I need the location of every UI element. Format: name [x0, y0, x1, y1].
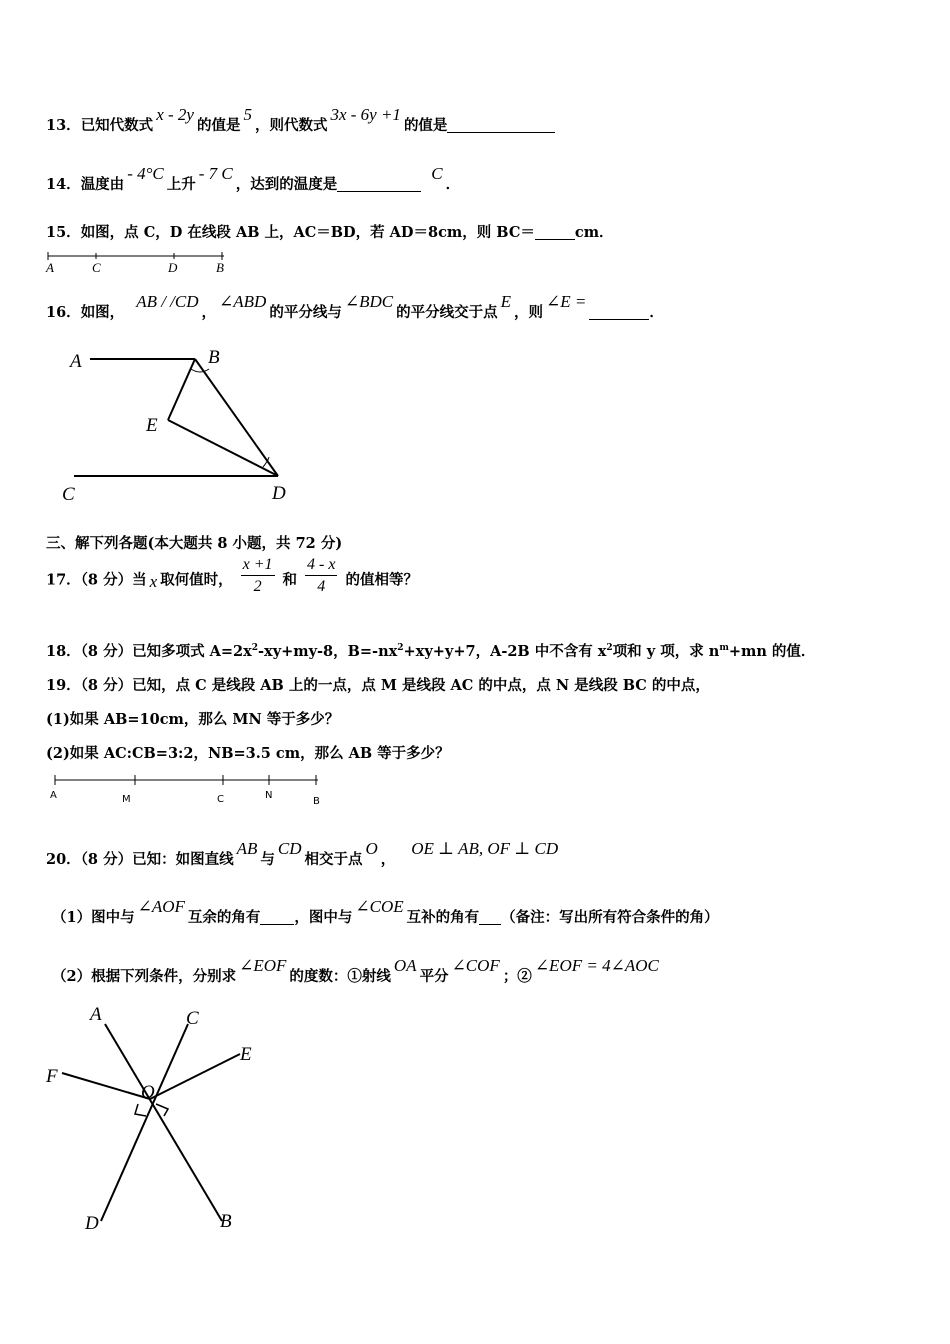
q16-math: AB / /CD — [136, 292, 199, 311]
q15-segment-figure — [44, 250, 234, 276]
q20-text: 互补的角有 — [406, 909, 480, 926]
superscript: 2 — [397, 643, 404, 654]
q14-math: - 4°C — [127, 164, 164, 183]
q20-text: 平分 — [419, 968, 449, 985]
q13-text: ，则代数式 — [254, 117, 328, 134]
q20-text: ，图中与 — [294, 909, 353, 926]
q20-math: ∠COE — [355, 897, 404, 916]
point-label: O — [141, 1082, 155, 1103]
q16-text: 如图， — [80, 304, 125, 321]
q16-text: ，则 — [513, 304, 543, 321]
q19-segment-figure — [48, 774, 328, 806]
q20-part2 — [52, 956, 662, 986]
question-16 — [46, 292, 664, 322]
q20-text: （1）图中与 — [52, 909, 135, 926]
point-label: D — [85, 1213, 99, 1234]
point-label: F — [46, 1066, 58, 1087]
q13-number: 13． — [46, 117, 81, 134]
q20-math: ∠COF — [451, 956, 500, 975]
q16-text: ． — [649, 304, 664, 321]
section-heading: 三、解下列各题(本大题共 8 小题，共 72 分) — [46, 535, 343, 552]
answer-blank[interactable] — [589, 305, 649, 321]
q17-text: 的值相等？ — [345, 571, 418, 589]
point-label: B — [220, 1211, 232, 1232]
q15-text: 如图，点 C，D 在线段 AB 上，AC＝BD，若 AD＝8cm，则 BC＝ — [80, 224, 535, 241]
point-label: B — [216, 260, 224, 275]
q17-number: 17． — [46, 571, 81, 589]
q16-parallel-figure — [60, 345, 300, 505]
superscript: m — [719, 643, 729, 654]
q18-number: 18． — [46, 643, 81, 660]
score-label: （8 分） — [80, 571, 133, 589]
answer-blank[interactable] — [337, 177, 421, 193]
point-label: A — [90, 1004, 102, 1025]
q13-text: 的值是 — [403, 117, 448, 134]
superscript: 2 — [251, 643, 259, 654]
q20-math: OA — [393, 956, 417, 975]
q20-math: AB — [236, 839, 258, 858]
point-label: D — [272, 483, 286, 504]
point-label: N — [265, 790, 273, 801]
answer-blank[interactable] — [447, 118, 555, 134]
q16-math: ∠E = — [545, 292, 587, 311]
question-14 — [46, 164, 461, 194]
q15-number: 15． — [46, 224, 81, 241]
q20-text: ， — [380, 851, 396, 868]
point-label: D — [168, 260, 178, 275]
point-label: E — [240, 1044, 252, 1065]
q20-number: 20． — [46, 851, 81, 868]
q20-text: ；② — [502, 968, 532, 985]
q20-text: 相交于点 — [304, 851, 363, 868]
q15-unit: cm． — [574, 224, 614, 241]
fraction: $\frac{4 - x}{4}$ — [307, 556, 336, 595]
q16-math: ∠BDC — [344, 292, 394, 311]
q18-text: 已知多项式 A=2x — [132, 643, 252, 660]
q16-text: 的平分线与 — [269, 304, 342, 321]
q16-text: 的平分线交于点 — [396, 304, 498, 321]
q20-text: 已知：如图直线 — [132, 851, 234, 868]
q19-text: 已知，点 C 是线段 AB 上的一点，点 M 是线段 AC 的中点，点 N 是线段 BC 的中点， — [132, 677, 710, 694]
q20-math: OE ⊥ AB, OF ⊥ CD — [411, 839, 559, 858]
question-18 — [46, 640, 815, 661]
q18-text: 项和 y 项，求 n — [612, 643, 720, 660]
q19-sub2: (2)如果 AC:CB=3:2，NB=3.5 cm，那么 AB 等于多少？ — [46, 745, 450, 762]
q20-math: ∠EOF — [239, 956, 287, 975]
point-label: C — [92, 260, 101, 275]
q20-math: O — [365, 839, 378, 858]
question-15 — [46, 221, 614, 242]
q13-math: 3x - 6y +1 — [330, 105, 401, 124]
point-label: C — [62, 484, 75, 505]
q17-text: 当 — [132, 571, 147, 589]
point-label: A — [46, 260, 54, 275]
question-19 — [46, 674, 710, 695]
fraction: $\frac{x +1}{2}$ — [242, 556, 273, 595]
q20-part1 — [52, 897, 719, 927]
q17-text: 取何值时， — [160, 571, 233, 589]
score-label: （8 分） — [80, 643, 133, 660]
point-label: A — [50, 790, 57, 801]
answer-blank[interactable] — [260, 910, 294, 926]
q20-math: CD — [277, 839, 302, 858]
q14-number: 14． — [46, 176, 81, 193]
q17-math: x — [149, 571, 158, 591]
q17-text: 和 — [282, 571, 298, 589]
q14-text: ． — [445, 176, 461, 193]
score-label: （8 分） — [80, 677, 133, 694]
q14-text: 温度由 — [80, 176, 125, 193]
q16-math: E — [500, 292, 511, 311]
point-label: C — [217, 794, 224, 805]
point-label: M — [122, 794, 131, 805]
point-label: A — [70, 351, 82, 372]
point-label: B — [208, 347, 220, 368]
question-13 — [46, 105, 555, 135]
q13-math: x - 2y — [156, 105, 194, 124]
q18-text: +mn 的值． — [728, 643, 816, 660]
superscript: 2 — [606, 643, 613, 654]
q20-angle-figure — [40, 1000, 280, 1240]
q13-math: 5 — [243, 105, 252, 124]
q20-text: （2）根据下列条件，分别求 — [52, 968, 237, 985]
q20-math: ∠EOF = 4∠AOC — [534, 956, 659, 975]
q14-text: 上升 — [166, 176, 196, 193]
q16-text: ， — [201, 304, 217, 321]
question-17 — [46, 556, 418, 602]
q18-text: +xy+y+7，A-2B 中不含有 x — [403, 643, 607, 660]
q14-math: - 7 C — [198, 164, 233, 183]
q20-text: （备注：写出所有符合条件的角） — [501, 909, 719, 926]
q20-text: 互余的角有 — [187, 909, 261, 926]
score-label: （8 分） — [80, 851, 133, 868]
q20-math: ∠AOF — [137, 897, 185, 916]
q13-text: 的值是 — [196, 117, 241, 134]
answer-blank[interactable] — [535, 225, 575, 241]
point-label: C — [186, 1008, 199, 1029]
point-label: B — [313, 796, 320, 807]
q16-math: ∠ABD — [219, 292, 267, 311]
q20-text: 与 — [260, 851, 275, 868]
q13-text: 已知代数式 — [80, 117, 154, 134]
question-20 — [46, 839, 561, 869]
answer-blank[interactable] — [479, 910, 501, 926]
q20-text: 的度数：①射线 — [289, 968, 391, 985]
point-label: E — [146, 415, 158, 436]
q19-number: 19． — [46, 677, 81, 694]
q18-text: -xy+my-8，B=-nx — [258, 643, 398, 660]
q19-sub1: (1)如果 AB=10cm，那么 MN 等于多少？ — [46, 711, 340, 728]
q14-text: ，达到的温度是 — [235, 176, 338, 193]
q14-math: C — [431, 164, 443, 183]
q16-number: 16． — [46, 304, 81, 321]
